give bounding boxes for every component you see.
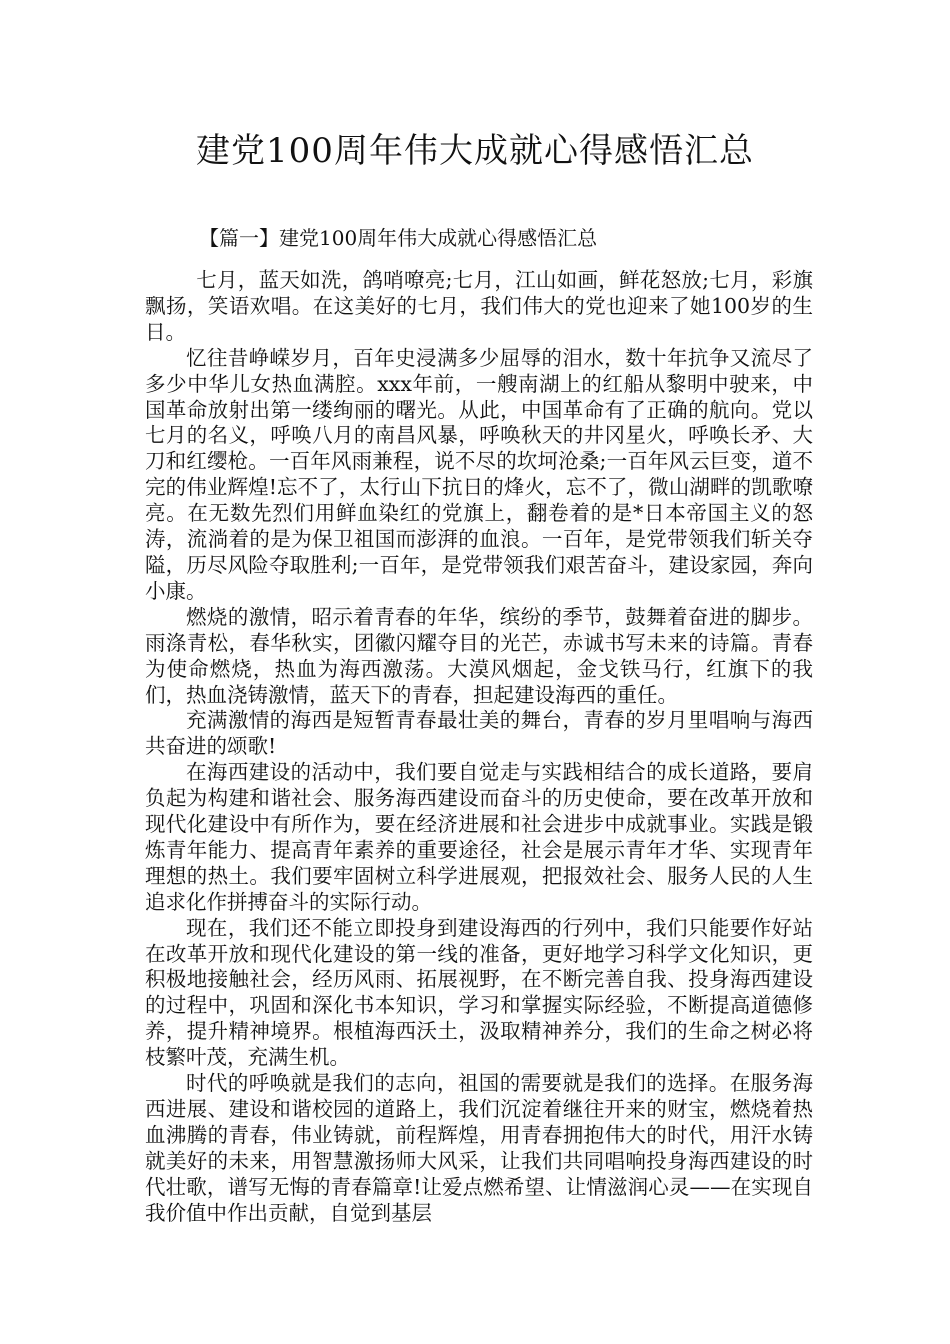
paragraph: 在海西建设的活动中，我们要自觉走与实践相结合的成长道路，要肩负起为构建和谐社会、服务海西建设而奋斗的历史使命，要在改革开放和现代化建设中有所作为，要在经济进展和社会进步中成就事业。实践是锻炼青年能力、提高青年素养的重要途径，社会是展示青年才华、实现青年理想的热土。我们要牢固树立科学进展观，把报效社会、服务人民的人生追求化作拼搏奋斗的实际行动。 [145, 760, 813, 914]
paragraph: 忆往昔峥嵘岁月，百年史浸满多少屈辱的泪水，数十年抗争又流尽了多少中华儿女热血满腔。xxx年前，一艘南湖上的红船从黎明中驶来，中国革命放射出第一缕绚丽的曙光。从此，中国革命有了正确的航向。党以七月的名义，呼唤八月的南昌风暴，呼唤秋天的井冈星火，呼唤长矛、大刀和红缨枪。一百年风雨兼程，说不尽的坎坷沧桑;一百年风云巨变，道不完的伟业辉煌!忘不了，太行山下抗日的烽火，忘不了，微山湖畔的凯歌嘹亮。在无数先烈们用鲜血染红的党旗上，翻卷着的是*日本帝国主义的怒涛，流淌着的是为保卫祖国而澎湃的血浪。一百年，是党带领我们斩关夺隘，历尽风险夺取胜利;一百年，是党带领我们艰苦奋斗，建设家园，奔向小康。 [145, 345, 813, 603]
paragraph: 充满激情的海西是短暂青春最壮美的舞台，青春的岁月里唱响与海西共奋进的颂歌! [145, 708, 813, 759]
paragraph: 七月，蓝天如洗，鸽哨嘹亮;七月，江山如画，鲜花怒放;七月，彩旗飘扬，笑语欢唱。在这美好的七月，我们伟大的党也迎来了她100岁的生日。 [145, 268, 813, 344]
paragraph: 时代的呼唤就是我们的志向，祖国的需要就是我们的选择。在服务海西进展、建设和谐校园的道路上，我们沉淀着继往开来的财宝，燃烧着热血沸腾的青春，伟业铸就，前程辉煌，用青春拥抱伟大的时代，用汗水铸就美好的未来，用智慧激扬师大风采，让我们共同唱响投身海西建设的时代壮歌，谱写无悔的青春篇章!让爱点燃希望、让情滋润心灵——在实现自我价值中作出贡献，自觉到基层 [145, 1071, 813, 1225]
document-body [145, 268, 813, 1227]
document-title: 建党100周年伟大成就心得感悟汇总 [196, 131, 754, 171]
paragraph: 现在，我们还不能立即投身到建设海西的行列中，我们只能要作好站在改革开放和现代化建设的第一线的准备，更好地学习科学文化知识，更积极地接触社会，经历风雨、拓展视野，在不断完善自我、投身海西建设的过程中，巩固和深化书本知识，学习和掌握实际经验，不断提高道德修养，提升精神境界。根植海西沃土，汲取精神养分，我们的生命之树必将枝繁叶茂，充满生机。 [145, 915, 813, 1070]
paragraph: 燃烧的激情，昭示着青春的年华，缤纷的季节，鼓舞着奋进的脚步。雨涤青松，春华秋实，团徽闪耀夺目的光芒，赤诚书写未来的诗篇。青春为使命燃烧，热血为海西激荡。大漠风烟起，金戈铁马行，红旗下的我们，热血浇铸激情，蓝天下的青春，担起建设海西的重任。 [145, 604, 813, 707]
section-heading: 【篇一】建党100周年伟大成就心得感悟汇总 [199, 226, 598, 250]
